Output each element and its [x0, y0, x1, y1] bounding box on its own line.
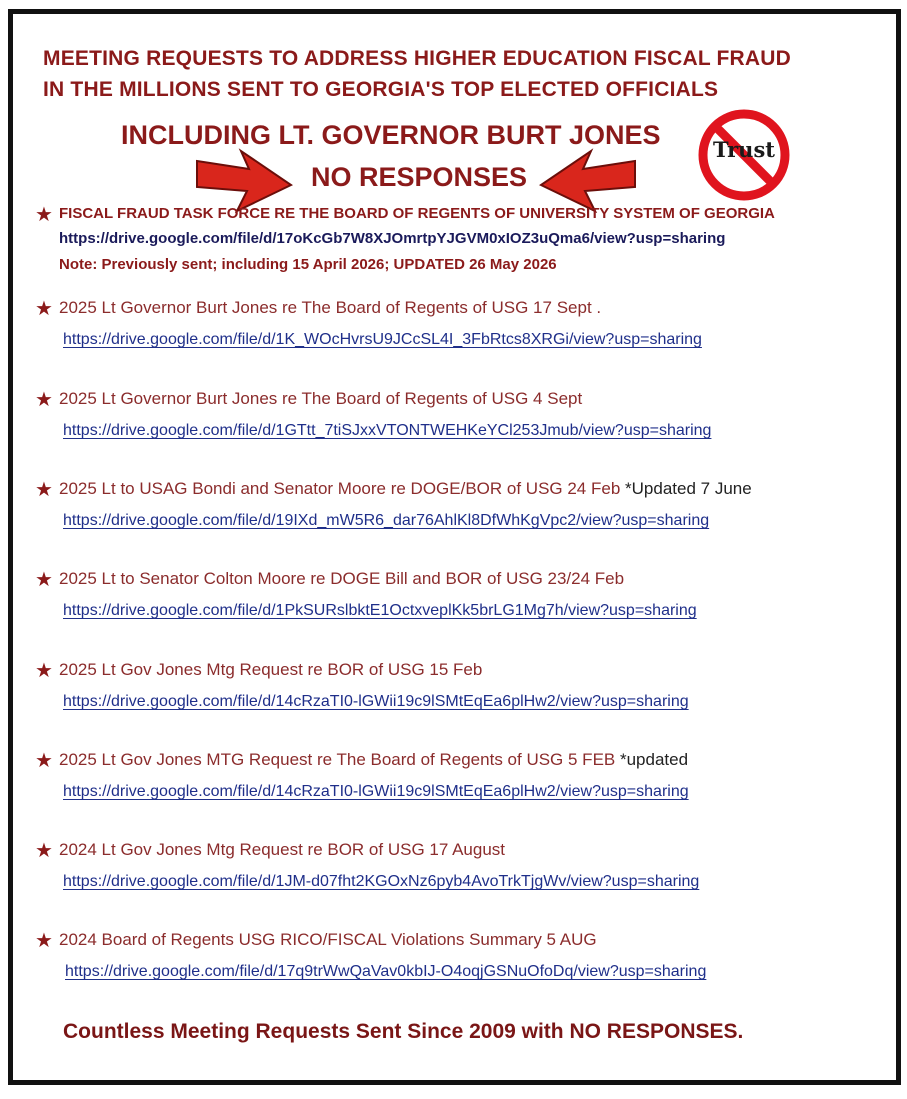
star-icon: ★: [35, 298, 53, 320]
header-line-3: INCLUDING LT. GOVERNOR BURT JONES: [121, 120, 661, 150]
entry-title: 2025 Lt to USAG Bondi and Senator Moore re DOGE/BOR of USG 24 Feb *Updated 7 June: [59, 479, 752, 498]
no-responses-heading: NO RESPONSES: [311, 162, 528, 192]
header-line-1: MEETING REQUESTS TO ADDRESS HIGHER EDUCATION FISCAL FRAUD: [43, 47, 791, 70]
no-trust-symbol: [697, 108, 791, 202]
star-icon: ★: [35, 389, 53, 411]
star-icon: ★: [35, 840, 53, 862]
entry-link[interactable]: https://drive.google.com/file/d/19IXd_mW5R6_dar76AhlKl8DfWhKgVpc2/view?usp=sharing: [63, 512, 710, 529]
entry-link[interactable]: https://drive.google.com/file/d/1K_WOcHvrsU9JCcSL4I_3FbRtcs8XRGi/view?usp=sharing: [63, 331, 702, 348]
entry-title: 2025 Lt Gov Jones Mtg Request re BOR of USG 15 Feb: [59, 660, 483, 679]
star-icon: ★: [35, 204, 53, 226]
first-entry-title: FISCAL FRAUD TASK FORCE RE THE BOARD OF REGENTS OF UNIVERSITY SYSTEM OF GEORGIA: [59, 205, 775, 222]
entry-link[interactable]: https://drive.google.com/file/d/14cRzaTI0-lGWii19c9lSMtEqEa6plHw2/view?usp=sharing: [63, 783, 689, 800]
first-entry-link[interactable]: https://drive.google.com/file/d/17oKcGb7W8XJOmrtpYJGVM0xIOZ3uQma6/view?usp=sharing: [59, 230, 726, 247]
entry-link[interactable]: https://drive.google.com/file/d/14cRzaTI0-lGWii19c9lSMtEqEa6plHw2/view?usp=sharing: [63, 693, 689, 710]
entry-title: 2024 Lt Gov Jones Mtg Request re BOR of USG 17 August: [59, 840, 506, 859]
red-arrow-right-icon: [193, 147, 293, 213]
trust-label: Trust: [713, 137, 775, 162]
entry-link[interactable]: https://drive.google.com/file/d/1JM-d07fht2KGOxNz6pyb4AvoTrkTjgWv/view?usp=sharing: [63, 873, 700, 890]
entry-link[interactable]: https://drive.google.com/file/d/1PkSURslbktE1OctxveplKk5brLG1Mg7h/view?usp=sharing: [63, 602, 697, 619]
document-frame: [8, 9, 901, 1085]
entry-title: 2024 Board of Regents USG RICO/FISCAL Violations Summary 5 AUG: [59, 930, 597, 949]
first-entry-note: Note: Previously sent; including 15 April 2026; UPDATED 26 May 2026: [59, 256, 557, 273]
entry-title: 2025 Lt Gov Jones MTG Request re The Board of Regents of USG 5 FEB *updated: [59, 750, 689, 769]
star-icon: ★: [35, 750, 53, 772]
entry-title: 2025 Lt Governor Burt Jones re The Board of Regents of USG 17 Sept .: [59, 298, 602, 317]
entry-link[interactable]: https://drive.google.com/file/d/17q9trWwQaVav0kbIJ-O4oqjGSNuOfoDq/view?usp=sharing: [65, 963, 707, 980]
entry-title: 2025 Lt to Senator Colton Moore re DOGE Bill and BOR of USG 23/24 Feb: [59, 569, 625, 588]
star-icon: ★: [35, 569, 53, 591]
entry-title: 2025 Lt Governor Burt Jones re The Board of Regents of USG 4 Sept: [59, 389, 583, 408]
entry-link[interactable]: https://drive.google.com/file/d/1GTtt_7tiSJxxVTONTWEHKeYCl253Jmub/view?usp=sharing: [63, 422, 712, 439]
star-icon: ★: [35, 660, 53, 682]
star-icon: ★: [35, 930, 53, 952]
footer-statement: Countless Meeting Requests Sent Since 2009 with NO RESPONSES.: [63, 1020, 744, 1043]
header-line-2: IN THE MILLIONS SENT TO GEORGIA'S TOP ELECTED OFFICIALS: [43, 78, 719, 101]
star-icon: ★: [35, 479, 53, 501]
red-arrow-left-icon: [539, 147, 639, 213]
